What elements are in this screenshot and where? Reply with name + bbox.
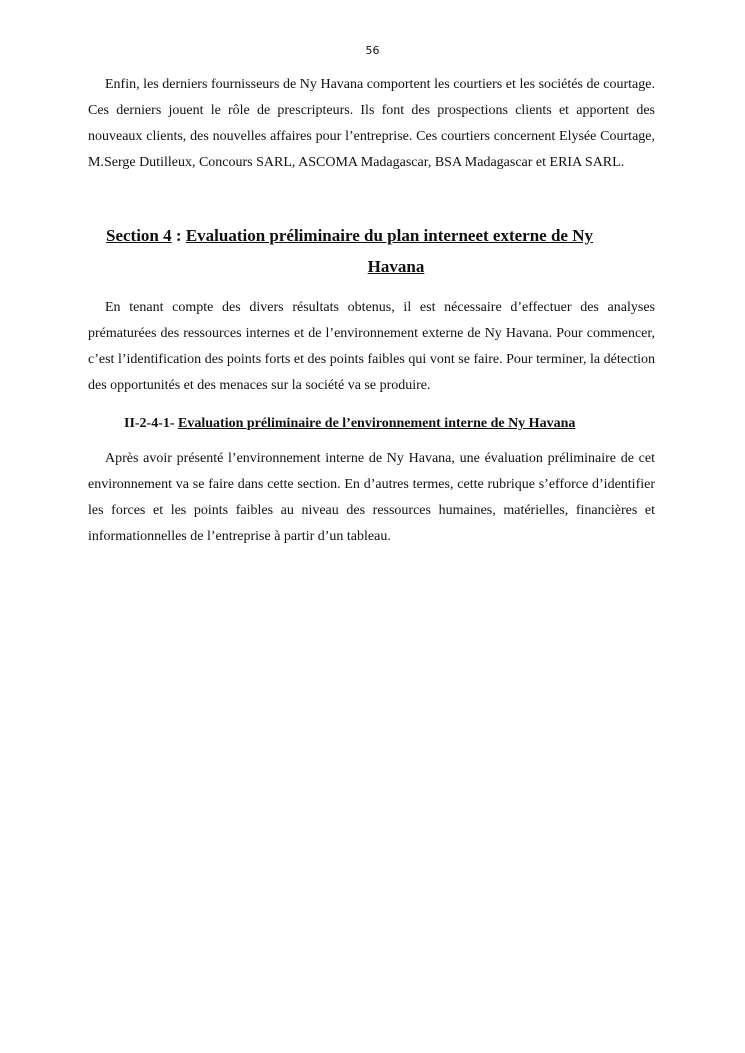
subsection-title: Evaluation préliminaire de l’environnement interne de Ny Havana xyxy=(178,416,576,431)
section-4-title-line1: Evaluation préliminaire du plan interneet externe de Ny xyxy=(185,226,594,245)
subsection-heading xyxy=(124,414,664,434)
section-4-heading xyxy=(106,220,646,282)
section-4-separator: : xyxy=(171,226,186,245)
section-4-title-line2: Havana xyxy=(367,257,425,276)
page-number: 56 xyxy=(365,44,380,57)
paragraph-preliminary-analysis: En tenant compte des divers résultats obtenus, il est nécessaire d’effectuer des analyses prématurées des ressources internes et de l’environnement externe de Ny Havana. Pour commencer, c’est l’identification des points forts et des points faibles qui vont se faire. Pour terminer, la détection des opportunités et des menaces sur la société va se produire. xyxy=(88,300,655,393)
paragraph-internal-environment: Après avoir présenté l’environnement interne de Ny Havana, une évaluation préliminaire de cet environnement va se faire dans cette section. En d’autres termes, cette rubrique s’efforce d’identifier les forces et les points faibles au niveau des ressources humaines, matérielles, financières et informationnelles de l’entreprise à partir d’un tableau. xyxy=(88,451,655,544)
subsection-number: II-2-4-1- xyxy=(124,416,179,431)
paragraph-suppliers-brokers: Enfin, les derniers fournisseurs de Ny Havana comportent les courtiers et les sociétés de courtage. Ces derniers jouent le rôle de prescripteurs. Ils font des prospections clients et apportent des nouveaux clients, des nouvelles affaires pour l’entreprise. Ces courtiers concernent Elysée Courtage, M.Serge Dutilleux, Concours SARL, ASCOMA Madagascar, BSA Madagascar et ERIA SARL. xyxy=(88,77,655,170)
section-4-label: Section 4 xyxy=(106,226,172,245)
